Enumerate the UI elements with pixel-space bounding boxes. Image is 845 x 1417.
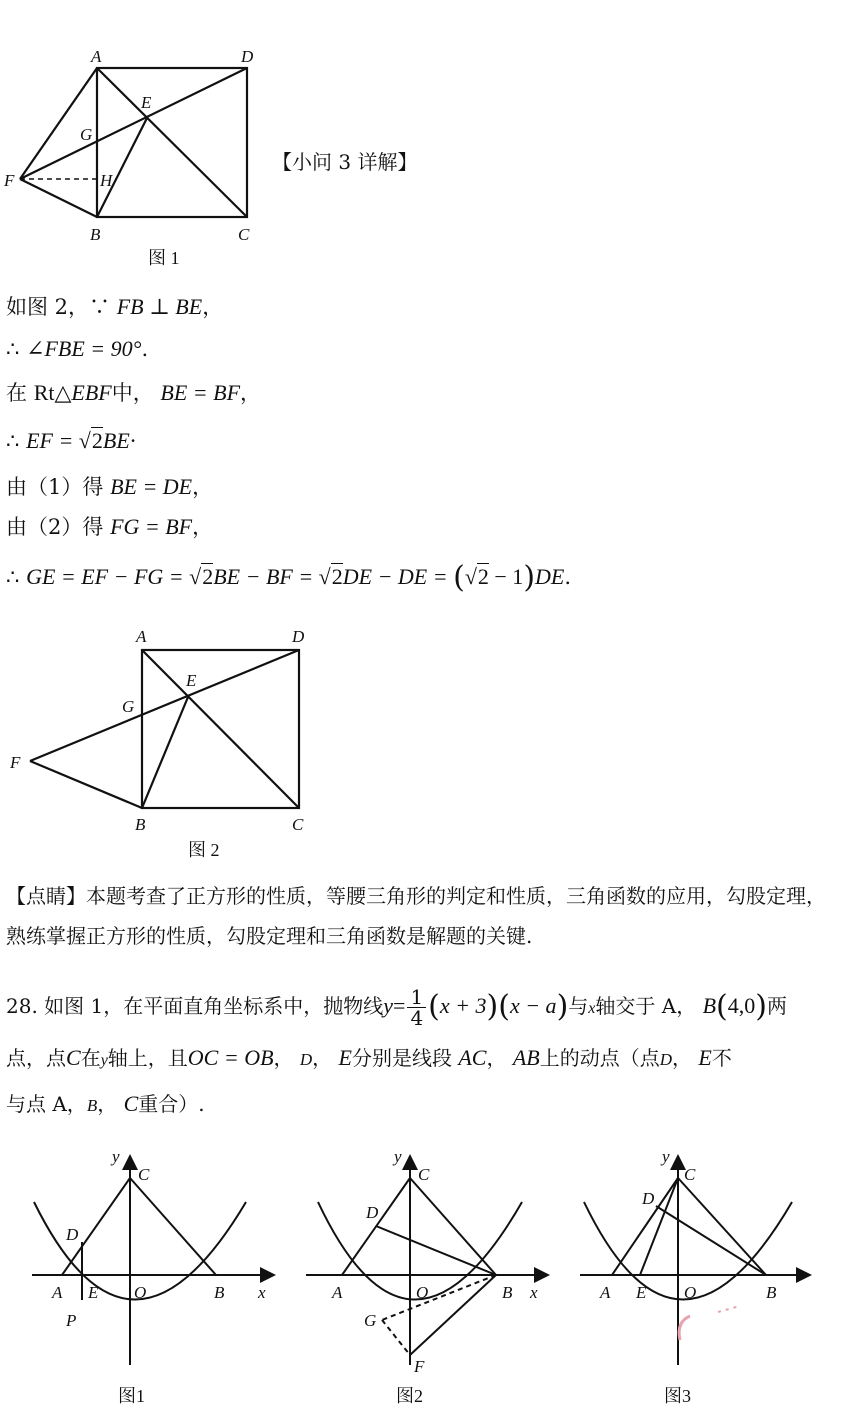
proof-line-4: ∴ EF = √2BE· <box>6 428 137 453</box>
figure-2 <box>0 620 330 865</box>
q28-line-3: 与点 A，B， C重合）. <box>6 1091 205 1116</box>
sub-heading: 【小问 3 详解】 <box>272 150 418 174</box>
g1-label-a: A <box>52 1283 63 1302</box>
fig1-label-a: A <box>91 47 102 66</box>
g1-label-o: O <box>134 1283 147 1302</box>
fig1-label-b: B <box>90 225 101 244</box>
g2-label-d: D <box>366 1203 379 1222</box>
fig2-label-c: C <box>292 815 304 834</box>
g3-label-o: O <box>684 1283 697 1302</box>
fig1-label-c: C <box>238 225 250 244</box>
fig1-label-d: D <box>241 47 254 66</box>
g2-label-o: O <box>416 1283 429 1302</box>
g1-label-d: D <box>66 1225 79 1244</box>
g3-caption: 图3 <box>664 1386 691 1406</box>
g2-label-f: F <box>414 1357 425 1376</box>
fig1-caption: 图 1 <box>148 248 180 268</box>
proof-line-3: 在 Rt△EBF中， BE = BF， <box>6 380 262 405</box>
fig1-label-g: G <box>80 125 93 144</box>
g2-caption: 图2 <box>396 1386 423 1406</box>
g1-label-c: C <box>138 1165 150 1184</box>
g1-label-e: E <box>88 1283 99 1302</box>
fig2-label-f: F <box>10 753 21 772</box>
g2-label-c: C <box>418 1165 430 1184</box>
g2-label-y: y <box>394 1147 402 1166</box>
g1-label-p: P <box>66 1311 77 1330</box>
proof-line-7: ∴ GE = EF − FG = √2BE − BF = √2DE − DE = (√2 − 1)DE. <box>6 560 572 595</box>
pink-mark <box>679 1316 690 1340</box>
fig2-label-e: E <box>186 671 197 690</box>
proof-line-2: ∴ ∠FBE = 90°. <box>6 336 149 361</box>
pink-mark-dots <box>718 1306 740 1312</box>
g1-label-y: y <box>112 1147 120 1166</box>
graph-3 <box>580 1158 808 1365</box>
graph-figures <box>0 1140 845 1417</box>
g3-label-y: y <box>662 1147 670 1166</box>
g3-label-e: E <box>636 1283 647 1302</box>
graph-2 <box>306 1158 546 1365</box>
fig2-label-b: B <box>135 815 146 834</box>
proof-line-1: 如图 2，∵ FB ⊥ BE， <box>6 294 224 319</box>
g3-label-d: D <box>642 1189 655 1208</box>
figure-1 <box>0 40 270 272</box>
comment-paragraph: 【点睛】本题考查了正方形的性质，等腰三角形的判定和性质，三角函数的应用，勾股定理，熟练掌握正方形的性质，勾股定理和三角函数是解题的关键. <box>6 884 826 948</box>
q28-line-1: 28. 如图 1，在平面直角坐标系中，抛物线y= $\frac{1}{4}$ (x + 3)(x − a)与x轴交于 A， B(4,0)两 <box>6 985 787 1030</box>
g3-label-c: C <box>684 1165 696 1184</box>
fig2-caption: 图 2 <box>188 840 220 860</box>
graph-1 <box>32 1158 272 1365</box>
g1-label-b: B <box>214 1283 225 1302</box>
fig2-label-g: G <box>122 697 135 716</box>
g2-label-b: B <box>502 1283 513 1302</box>
g1-caption: 图1 <box>118 1386 145 1406</box>
q28-line-2: 点，点C在y轴上，且OC = OB， D， E分别是线段 AC， AB上的动点（点D， E不 <box>6 1045 732 1070</box>
fig1-label-e: E <box>141 93 152 112</box>
fig2-label-a: A <box>136 627 147 646</box>
fig2-label-d: D <box>292 627 305 646</box>
fig1-label-h: H <box>100 171 113 190</box>
g2-label-g: G <box>364 1311 377 1330</box>
g1-label-x: x <box>258 1283 266 1302</box>
g3-label-b: B <box>766 1283 777 1302</box>
g2-label-a: A <box>332 1283 343 1302</box>
proof-line-6: 由（2）得 FG = BF， <box>6 514 214 539</box>
fraction-one-quarter: $\frac{1}{4}$ <box>407 987 426 1028</box>
g3-label-a: A <box>600 1283 611 1302</box>
fig1-label-f: F <box>4 171 15 190</box>
proof-line-5: 由（1）得 BE = DE， <box>6 474 214 499</box>
g2-label-x: x <box>530 1283 538 1302</box>
